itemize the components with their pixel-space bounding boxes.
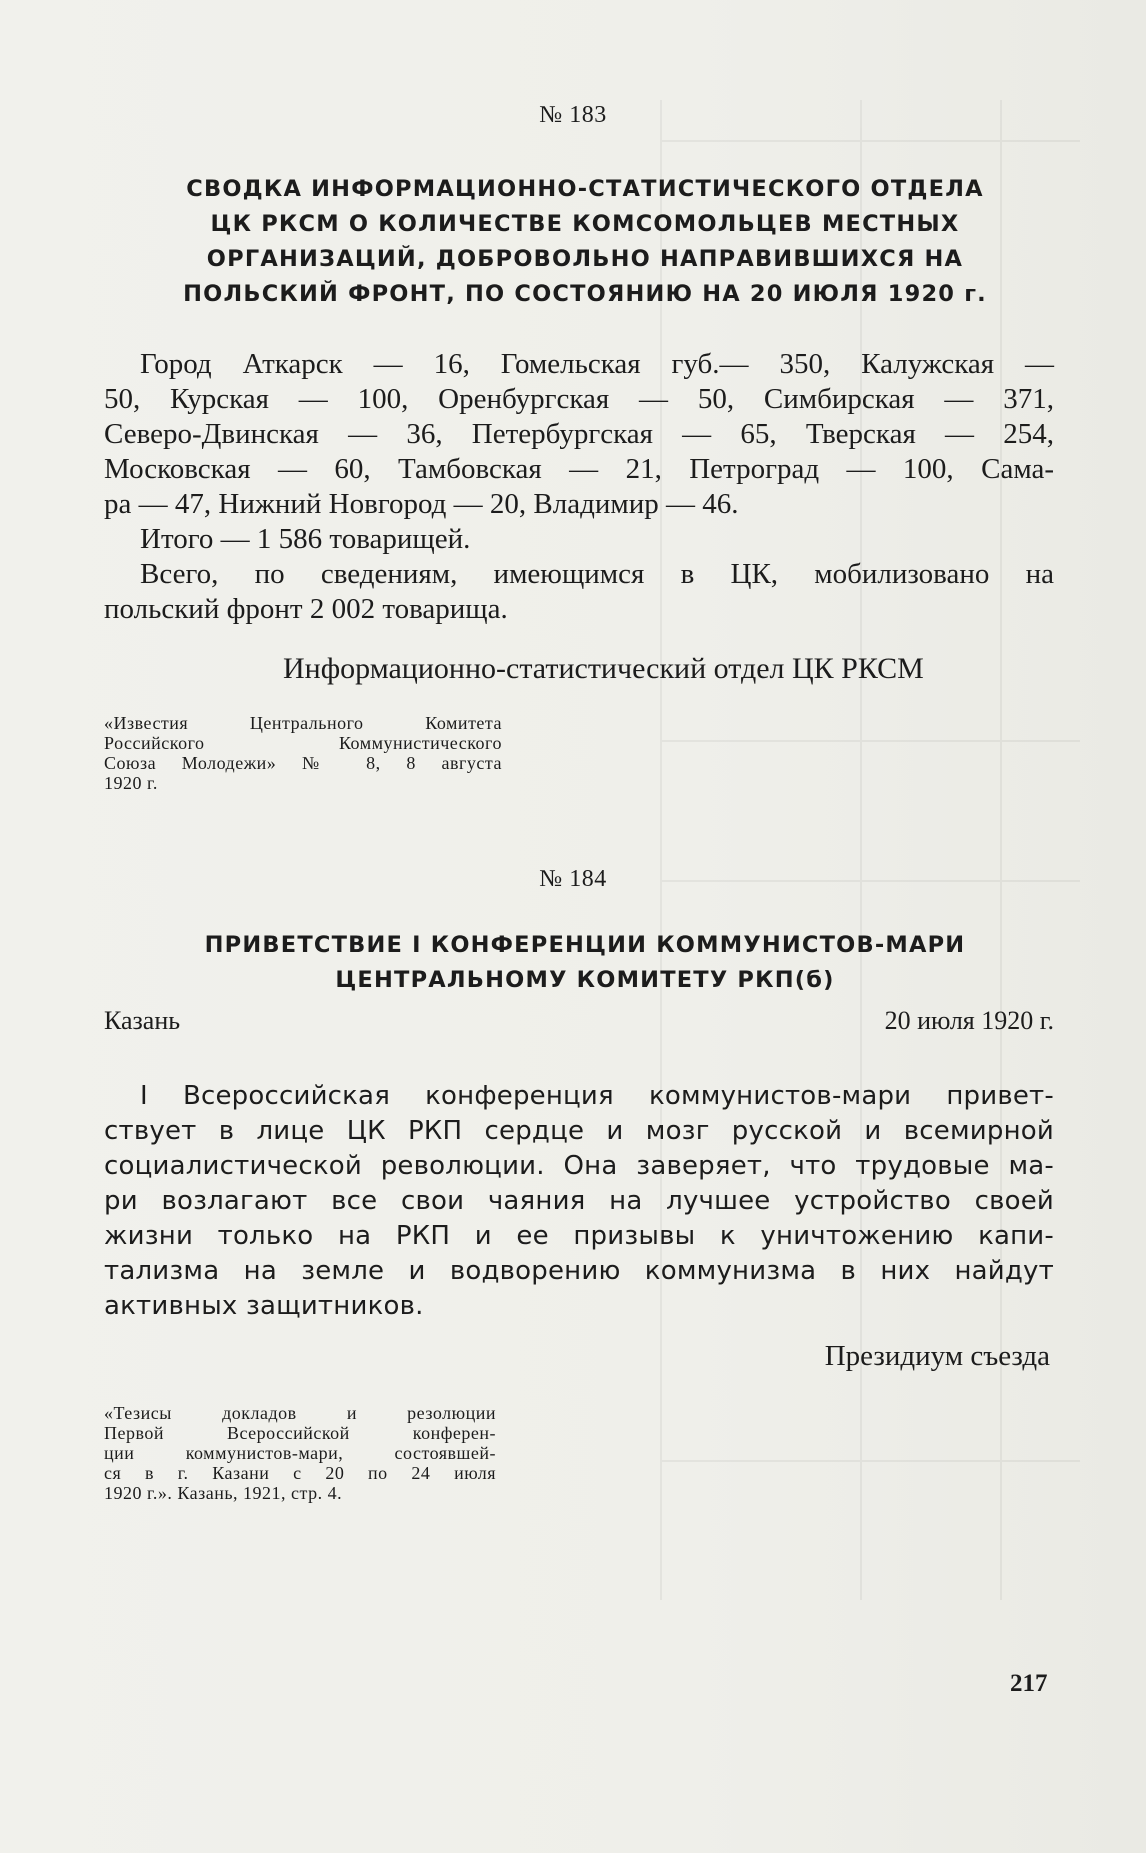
doc183-heading-line: СВОДКА ИНФОРМАЦИОННО-СТАТИСТИЧЕСКОГО ОТДЕЛА	[186, 176, 984, 202]
doc184-place: Казань	[104, 1006, 181, 1035]
doc184-heading	[160, 928, 1010, 998]
doc183-body-line: Московская — 60, Тамбовская — 21, Петроград — 100, Сама-	[104, 453, 1054, 485]
doc183-source-line: 1920 г.	[104, 773, 158, 793]
doc183-heading-line: ЦК РКСМ О КОЛИЧЕСТВЕ КОМСОМОЛЬЦЕВ МЕСТНЫХ	[210, 211, 960, 237]
doc183-heading-line: ПОЛЬСКИЙ ФРОНТ, ПО СОСТОЯНИЮ НА 20 ИЮЛЯ 1920 г.	[183, 281, 987, 307]
doc184-body-line: ри возлагают все свои чаяния на лучшее устройство своей	[104, 1186, 1054, 1216]
doc184-heading-line: ЦЕНТРАЛЬНОМУ КОМИТЕТУ РКП(б)	[335, 967, 835, 993]
page-number: 217	[1010, 1670, 1048, 1697]
doc183-signature: Информационно-статистический отдел ЦК РКСМ	[283, 652, 924, 685]
doc183-body-line: ра — 47, Нижний Новгород — 20, Владимир — 46.	[104, 488, 739, 520]
doc184-source-line: ся в г. Казани с 20 по 24 июля	[104, 1463, 496, 1483]
doc183-number: № 183	[539, 102, 607, 128]
reverse-side-bleed-through	[660, 100, 1080, 1600]
doc183-body-line: 50, Курская — 100, Оренбургская — 50, Симбирская — 371,	[104, 383, 1054, 415]
doc184-number: № 184	[539, 866, 607, 892]
doc183-body-line: польский фронт 2 002 товарища.	[104, 593, 508, 625]
doc184-source-line: 1920 г.». Казань, 1921, стр. 4.	[104, 1483, 343, 1503]
doc184-source-line: ции коммунистов-мари, состоявшей-	[104, 1443, 496, 1463]
doc184-signature: Президиум съезда	[824, 1340, 1050, 1372]
doc183-heading	[160, 172, 1010, 312]
doc184-body-line: тализма на земле и водворению коммунизма в них найдут	[104, 1256, 1054, 1286]
doc183-source-line: «Известия Центрального Комитета	[104, 713, 502, 733]
doc183-source-line: Российского Коммунистического	[104, 733, 502, 753]
doc184-body-line: I Всероссийская конференция коммунистов-мари привет-	[140, 1081, 1054, 1111]
doc183-body-line: Всего, по сведениям, имеющимся в ЦК, мобилизовано на	[140, 558, 1054, 590]
doc183-body-line: Итого — 1 586 товарищей.	[140, 523, 471, 555]
doc184-body-line: ствует в лице ЦК РКП сердце и мозг русской и всемирной	[104, 1116, 1054, 1146]
doc184-source-line: «Тезисы докладов и резолюции	[104, 1403, 496, 1423]
doc184-body-line: социалистической революции. Она заверяет, что трудовые ма-	[104, 1151, 1054, 1181]
doc184-source-line: Первой Всероссийской конферен-	[104, 1423, 496, 1443]
doc183-heading-line: ОРГАНИЗАЦИЙ, ДОБРОВОЛЬНО НАПРАВИВШИХСЯ НА	[206, 246, 964, 272]
doc184-source	[104, 1403, 496, 1503]
doc183-body-line: Северо-Двинская — 36, Петербургская — 65, Тверская — 254,	[104, 418, 1054, 450]
doc183-source-line: Союза Молодежи» № 8, 8 августа	[104, 753, 502, 773]
doc184-body-line: активных защитников.	[104, 1291, 424, 1321]
doc184-body-line: жизни только на РКП и ее призывы к уничтожению капи-	[104, 1221, 1054, 1251]
doc183-source	[104, 713, 502, 793]
doc184-date: 20 июля 1920 г.	[884, 1006, 1054, 1035]
doc183-body-line: Город Аткарск — 16, Гомельская губ.— 350, Калужская —	[140, 348, 1054, 380]
doc184-heading-line: ПРИВЕТСТВИЕ I КОНФЕРЕНЦИИ КОММУНИСТОВ-МАРИ	[204, 932, 966, 958]
